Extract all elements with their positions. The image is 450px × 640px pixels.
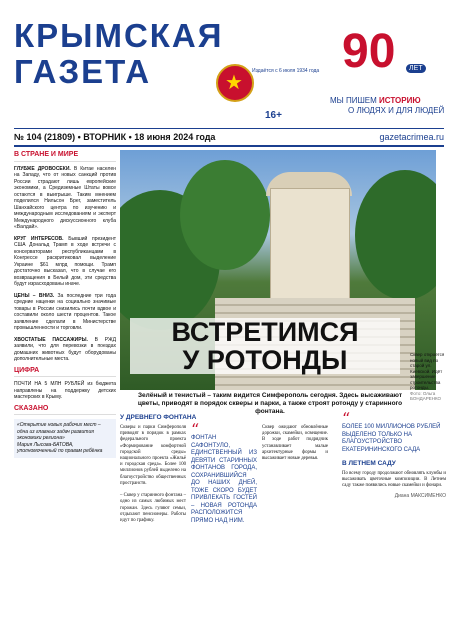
number-fact: ПОЧТИ НА 5 МЛН РУБЛЕЙ из бюджета направлены на поддержку детских мастерских в Крыму. [14, 381, 116, 400]
anniversary-badge [330, 20, 448, 115]
photo-caption [410, 352, 448, 402]
headline-line-1: ВСТРЕТИМСЯ [171, 317, 359, 347]
article-lede: Зелёный и тенистый – таким видится Симферополь сегодня. Здесь высаживают цветы, приводят в порядок скверы и парки, а также строят ротонду у старинного фонтана. [137, 392, 403, 415]
article-column-2 [191, 420, 257, 525]
caption-text: Сквер откроется новый вид по старой ул. Киевской. Идёт завершение строительства ротонды. [410, 352, 445, 390]
brief-lead: КРУГ ИНТЕРЕСОВ. [14, 235, 64, 242]
headline-line-2: У РОТОНДЫ [182, 345, 348, 375]
anniversary-years-label: ЛЕТ [406, 64, 426, 73]
article-text: Скверы и парки Симферополя приводят в порядок в рамках федерального проекта «Формирование комфортной городской среды» национального проекта «Жильё и городская среда». Более 100 миллионов рублей выделено на благоустройство общественных пространств. [120, 425, 186, 486]
section-number-heading: ЦИФРА [14, 368, 116, 378]
founded-note: Издаётся с 6 июля 1934 года [252, 68, 320, 74]
summer-garden-heading: В ЛЕТНЕМ САДУ [342, 460, 396, 467]
section-world-heading: В СТРАНЕ И МИРЕ [14, 152, 116, 162]
site-link[interactable]: gazetacrimea.ru [379, 132, 444, 142]
news-sidebar [14, 150, 116, 628]
anniversary-number: 90 [342, 25, 396, 78]
order-emblem-icon [216, 64, 254, 102]
quote-mark-icon: “ [342, 409, 351, 428]
slogan-accent: ИСТОРИЮ [379, 96, 421, 105]
quote-author: Мария Лысова-БАТОВА, уполномоченный по правам ребёнка [17, 441, 103, 454]
section-said-heading: СКАЗАНО [14, 406, 116, 416]
quote-box [14, 419, 116, 458]
right-column [342, 409, 446, 499]
pullquote: ФОНТАН САФОНТУЛО, ЕДИНСТВЕННЫЙ ИЗ ДЕВЯТИ СТАРИННЫХ ФОНТАНОВ ГОРОДА, СОХРАНИВШИЙСЯ ДО НАШИХ ДНЕЙ, ТОЖЕ СКОРО БУДЕТ ПРИВЛЕКАТЬ ГОСТЕЙ – НОВАЯ РОТОНДА РАСПОЛОЖИТСЯ ПРЯМО НАД НИМ. [191, 435, 257, 524]
brief-lead: ЦЕНЫ – ВНИЗ. [14, 292, 55, 299]
tree-shape [355, 170, 436, 300]
brief-text: Бывший президент США Дональд Трамп в ходе встречи с консерваторами республиканцами в Конгрессе раскритиковал выделение Украине $61 млрд помощи. Трамп достаточно высказал, что в случае его возвращения в Белый дом, эти средства будут израсходованы иначе. [14, 235, 116, 287]
newspaper-title [14, 17, 224, 90]
brief-item [14, 166, 116, 231]
main-article [120, 414, 330, 628]
anniversary-slogan-line2: О ЛЮДЯХ И ДЛЯ ЛЮДЕЙ [348, 106, 445, 115]
article-column-3 [262, 425, 328, 525]
brief-item [14, 337, 116, 363]
brief-item [14, 236, 116, 288]
issue-bar [14, 128, 444, 147]
quote-text: «Открытие новых рабочих мест – одна из главных задач развития экономики региона» [17, 422, 101, 441]
brief-lead: ХВОСТАТЫЕ ПАССАЖИРЫ. [14, 336, 88, 343]
fact-box: БОЛЕЕ 100 МИЛЛИОНОВ РУБЛЕЙ ВЫДЕЛЕНО ТОЛЬКО НА БЛАГОУСТРОЙСТВО ЕКАТЕРИНИНСКОГО САДА [342, 424, 441, 453]
slogan-pre: МЫ ПИШЕМ [330, 96, 380, 105]
article-column-1 [120, 425, 186, 525]
tree-shape [180, 160, 270, 270]
brief-text: За последние три года средние наценки на социально значимые товары в России снизились почти вдвое и составили около шести процентов. Такое заявление сделали в Министерстве промышленности и торговли. [14, 292, 117, 331]
brief-text: В Китае населен на Западу, что от новых санкций против России страдают лишь европейские экономики, а Средиземные Штаты вовсе остаются в выигрыше. Таким мнением поделился Нильсон Брег, заместитель Шанхайского центра по изучению и международным исследованиям и эксперт Международного дискуссионного клуба «Валдай». [14, 165, 116, 230]
article-text: Сквер ожидают обновлённые дорожки, скамейки, освещение. В ходе работ подрядчик устанавливает малые архитектурные формы и высаживает новые деревья. [262, 425, 328, 462]
anniversary-slogan-line1 [330, 96, 448, 105]
masthead [0, 0, 450, 130]
brief-lead: ГЛУБЖЕ ДРОВОСЕКИ. [14, 165, 71, 172]
quote-mark-icon: “ [191, 420, 200, 439]
rotunda [270, 188, 350, 300]
title-line-1: КРЫМСКАЯ [14, 17, 224, 54]
article-heading: У ДРЕВНЕГО ФОНТАНА [120, 414, 197, 421]
age-rating-badge: 16+ [265, 110, 282, 121]
main-headline [130, 318, 400, 374]
article-text: – Сквер у старинного фонтана – одно из самых любимых мест горожан. Здесь гуляют семьи, отдыхают пенсионеры. Работы идут по графику. [120, 493, 186, 524]
author-byline: Диана МАКСИМЕНКО [394, 492, 446, 499]
brief-item [14, 293, 116, 332]
issue-info: № 104 (21809) • ВТОРНИК • 18 июня 2024 года [14, 132, 216, 142]
title-line-2: ГАЗЕТА [14, 53, 152, 90]
photo-credit: Фото: Ольга БОНДАРЕНКО [410, 390, 442, 401]
summer-garden-text: По всему городу продолжают обновлять клумбы и высаживать цветочные композиции. В Летнем саду также появились новые скамейки и фонари. [342, 471, 446, 489]
brief-text: В РЖД заявили, что для перевозки в поездах домашних животных будут оборудованы дополнительные места. [14, 336, 116, 362]
